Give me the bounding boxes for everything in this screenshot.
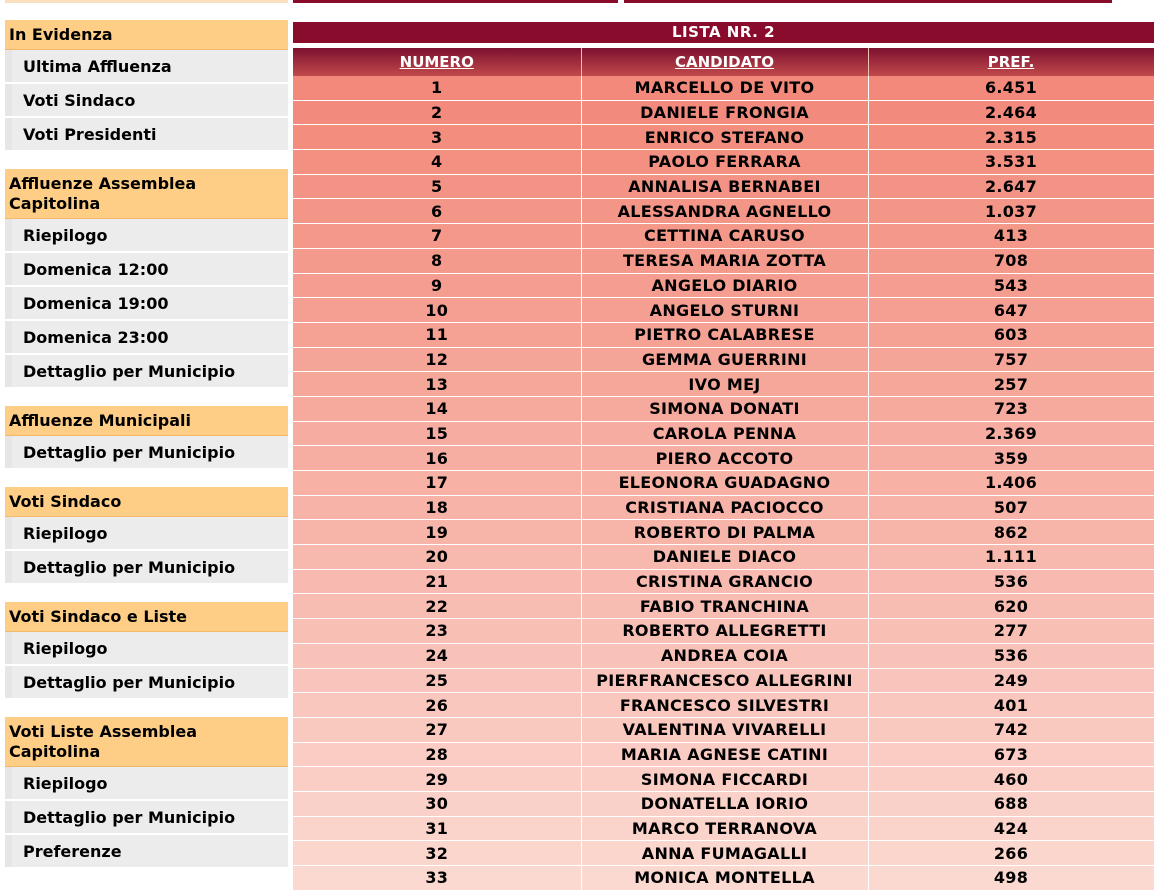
cell-candidato: ANGELO DIARIO — [581, 273, 868, 298]
table-row — [293, 816, 1154, 841]
cell-numero: 6 — [293, 199, 581, 224]
sidebar-item-label: Voti Sindaco — [23, 91, 136, 110]
cell-candidato: DONATELLA IORIO — [581, 791, 868, 816]
cell-preferenze: 536 — [868, 569, 1154, 594]
sidebar-item[interactable] — [5, 253, 288, 287]
cell-preferenze: 688 — [868, 791, 1154, 816]
cell-candidato: MARCELLO DE VITO — [581, 76, 868, 100]
sidebar-section-title: In Evidenza — [9, 24, 113, 44]
table-row — [293, 224, 1154, 249]
cell-preferenze: 620 — [868, 594, 1154, 619]
list-title-text: LISTA NR. 2 — [671, 23, 776, 41]
cell-candidato: VALENTINA VIVARELLI — [581, 717, 868, 742]
cell-candidato: DANIELE DIACO — [581, 545, 868, 570]
cell-preferenze: 413 — [868, 224, 1154, 249]
sidebar-section-header — [5, 487, 288, 517]
sidebar-section-header — [5, 602, 288, 632]
cell-numero: 13 — [293, 372, 581, 397]
sidebar-section-title: Voti Sindaco — [9, 491, 122, 511]
cell-candidato: MARIA AGNESE CATINI — [581, 742, 868, 767]
sidebar-item-label: Domenica 12:00 — [23, 260, 169, 279]
cell-numero: 31 — [293, 816, 581, 841]
cell-candidato: IVO MEJ — [581, 372, 868, 397]
sidebar-section-header — [5, 169, 288, 219]
top-divider-1 — [293, 0, 618, 3]
sidebar-item-label: Dettaglio per Municipio — [23, 443, 236, 462]
table-row — [293, 298, 1154, 323]
table-row — [293, 643, 1154, 668]
cell-candidato: CETTINA CARUSO — [581, 224, 868, 249]
cell-numero: 15 — [293, 421, 581, 446]
cell-preferenze: 1.111 — [868, 545, 1154, 570]
table-row — [293, 471, 1154, 496]
sidebar-section-spacer — [5, 585, 288, 602]
table-row — [293, 76, 1154, 100]
table-row — [293, 421, 1154, 446]
cell-numero: 27 — [293, 717, 581, 742]
sidebar-item[interactable] — [5, 436, 288, 470]
cell-candidato: CRISTINA GRANCIO — [581, 569, 868, 594]
sidebar-item-label: Riepilogo — [23, 524, 108, 543]
sidebar-item[interactable] — [5, 551, 288, 585]
cell-numero: 17 — [293, 471, 581, 496]
table-row — [293, 594, 1154, 619]
sidebar-item-label: Riepilogo — [23, 774, 108, 793]
cell-preferenze: 647 — [868, 298, 1154, 323]
cell-numero: 22 — [293, 594, 581, 619]
cell-candidato: MARCO TERRANOVA — [581, 816, 868, 841]
cell-candidato: ALESSANDRA AGNELLO — [581, 199, 868, 224]
cell-numero: 12 — [293, 347, 581, 372]
cell-preferenze: 424 — [868, 816, 1154, 841]
sidebar-item[interactable] — [5, 50, 288, 84]
cell-candidato: DANIELE FRONGIA — [581, 100, 868, 125]
cell-preferenze: 1.037 — [868, 199, 1154, 224]
cell-numero: 29 — [293, 767, 581, 792]
sidebar-item[interactable] — [5, 84, 288, 118]
sidebar-section-spacer — [5, 389, 288, 406]
cell-preferenze: 2.464 — [868, 100, 1154, 125]
cell-preferenze: 543 — [868, 273, 1154, 298]
cell-numero: 14 — [293, 396, 581, 421]
cell-numero: 25 — [293, 668, 581, 693]
cell-preferenze: 757 — [868, 347, 1154, 372]
cell-numero: 16 — [293, 446, 581, 471]
cell-preferenze: 2.315 — [868, 125, 1154, 150]
cell-numero: 26 — [293, 693, 581, 718]
cell-numero: 19 — [293, 520, 581, 545]
cell-numero: 30 — [293, 791, 581, 816]
cell-numero: 20 — [293, 545, 581, 570]
cell-numero: 33 — [293, 866, 581, 891]
sidebar-item-label: Dettaglio per Municipio — [23, 362, 236, 381]
sidebar-section-spacer — [5, 470, 288, 487]
cell-candidato: ROBERTO DI PALMA — [581, 520, 868, 545]
cell-candidato: PIETRO CALABRESE — [581, 322, 868, 347]
cell-numero: 3 — [293, 125, 581, 150]
sidebar-item-label: Voti Presidenti — [23, 125, 157, 144]
sidebar-item[interactable] — [5, 835, 288, 869]
table-row — [293, 100, 1154, 125]
cell-candidato: ANNA FUMAGALLI — [581, 841, 868, 866]
cell-candidato: FRANCESCO SILVESTRI — [581, 693, 868, 718]
cell-candidato: TERESA MARIA ZOTTA — [581, 248, 868, 273]
cell-numero: 7 — [293, 224, 581, 249]
sidebar-section-title: Affluenze Municipali — [9, 410, 191, 430]
sidebar-section-header — [5, 717, 288, 767]
cell-preferenze: 6.451 — [868, 76, 1154, 100]
table-row — [293, 150, 1154, 175]
cell-candidato: ANGELO STURNI — [581, 298, 868, 323]
cell-preferenze: 257 — [868, 372, 1154, 397]
cell-preferenze: 498 — [868, 866, 1154, 891]
sidebar-item[interactable] — [5, 517, 288, 551]
sidebar-item[interactable] — [5, 321, 288, 355]
column-header-pref[interactable]: PREF. — [868, 48, 1154, 76]
cell-preferenze: 673 — [868, 742, 1154, 767]
cell-numero: 9 — [293, 273, 581, 298]
candidates-table — [293, 48, 1154, 891]
cell-numero: 4 — [293, 150, 581, 175]
cell-numero: 32 — [293, 841, 581, 866]
candidate-list-panel — [293, 22, 1154, 891]
sidebar-section-spacer — [5, 700, 288, 717]
cell-preferenze: 249 — [868, 668, 1154, 693]
cell-numero: 28 — [293, 742, 581, 767]
sidebar-item[interactable] — [5, 767, 288, 801]
table-row — [293, 841, 1154, 866]
sidebar-item-label: Preferenze — [23, 842, 122, 861]
table-row — [293, 520, 1154, 545]
top-divider-2 — [624, 0, 1112, 3]
cell-numero: 23 — [293, 619, 581, 644]
sidebar-item[interactable] — [5, 118, 288, 152]
sidebar-item[interactable] — [5, 801, 288, 835]
cell-preferenze: 460 — [868, 767, 1154, 792]
table-row — [293, 248, 1154, 273]
top-divider-left — [5, 0, 288, 3]
sidebar-item-label: Riepilogo — [23, 639, 108, 658]
sidebar-nav — [5, 20, 288, 869]
sidebar-item-label: Dettaglio per Municipio — [23, 673, 236, 692]
sidebar-item[interactable] — [5, 287, 288, 321]
table-row — [293, 322, 1154, 347]
table-row — [293, 569, 1154, 594]
cell-numero: 2 — [293, 100, 581, 125]
sidebar-item[interactable] — [5, 355, 288, 389]
sidebar-section-header — [5, 20, 288, 50]
cell-preferenze: 862 — [868, 520, 1154, 545]
cell-candidato: PIERO ACCOTO — [581, 446, 868, 471]
cell-candidato: ENRICO STEFANO — [581, 125, 868, 150]
table-row — [293, 199, 1154, 224]
table-header-row — [293, 48, 1154, 76]
table-row — [293, 619, 1154, 644]
table-row — [293, 273, 1154, 298]
cell-preferenze: 2.647 — [868, 174, 1154, 199]
cell-candidato: CAROLA PENNA — [581, 421, 868, 446]
cell-numero: 10 — [293, 298, 581, 323]
table-row — [293, 693, 1154, 718]
cell-candidato: ROBERTO ALLEGRETTI — [581, 619, 868, 644]
table-row — [293, 446, 1154, 471]
cell-preferenze: 277 — [868, 619, 1154, 644]
cell-preferenze: 1.406 — [868, 471, 1154, 496]
table-row — [293, 791, 1154, 816]
cell-candidato: SIMONA FICCARDI — [581, 767, 868, 792]
cell-preferenze: 507 — [868, 495, 1154, 520]
sidebar-item[interactable] — [5, 632, 288, 666]
table-row — [293, 347, 1154, 372]
table-row — [293, 742, 1154, 767]
cell-candidato: ELEONORA GUADAGNO — [581, 471, 868, 496]
table-row — [293, 396, 1154, 421]
sidebar-section-title: Voti Liste Assemblea Capitolina — [9, 721, 198, 761]
cell-preferenze: 536 — [868, 643, 1154, 668]
cell-numero: 11 — [293, 322, 581, 347]
cell-candidato: ANDREA COIA — [581, 643, 868, 668]
table-row — [293, 125, 1154, 150]
list-title — [293, 22, 1154, 43]
cell-candidato: FABIO TRANCHINA — [581, 594, 868, 619]
cell-numero: 21 — [293, 569, 581, 594]
table-row — [293, 717, 1154, 742]
sidebar-section-spacer — [5, 152, 288, 169]
cell-candidato: SIMONA DONATI — [581, 396, 868, 421]
sidebar-item-label: Riepilogo — [23, 226, 108, 245]
sidebar-section-title: Voti Sindaco e Liste — [9, 606, 188, 626]
cell-candidato: MONICA MONTELLA — [581, 866, 868, 891]
column-header-numero[interactable]: NUMERO — [293, 48, 581, 76]
sidebar-item-label: Domenica 19:00 — [23, 294, 169, 313]
cell-preferenze: 266 — [868, 841, 1154, 866]
cell-preferenze: 708 — [868, 248, 1154, 273]
sidebar-item[interactable] — [5, 219, 288, 253]
cell-preferenze: 359 — [868, 446, 1154, 471]
column-header-candidato[interactable]: CANDIDATO — [581, 48, 868, 76]
cell-numero: 18 — [293, 495, 581, 520]
cell-preferenze: 603 — [868, 322, 1154, 347]
cell-preferenze: 3.531 — [868, 150, 1154, 175]
cell-preferenze: 742 — [868, 717, 1154, 742]
cell-numero: 5 — [293, 174, 581, 199]
sidebar-section-title: Affluenze Assemblea Capitolina — [9, 173, 197, 213]
table-row — [293, 174, 1154, 199]
table-row — [293, 545, 1154, 570]
table-row — [293, 767, 1154, 792]
cell-candidato: CRISTIANA PACIOCCO — [581, 495, 868, 520]
cell-candidato: ANNALISA BERNABEI — [581, 174, 868, 199]
cell-numero: 8 — [293, 248, 581, 273]
cell-preferenze: 2.369 — [868, 421, 1154, 446]
table-row — [293, 495, 1154, 520]
sidebar-item-label: Dettaglio per Municipio — [23, 808, 236, 827]
cell-candidato: PIERFRANCESCO ALLEGRINI — [581, 668, 868, 693]
sidebar-item[interactable] — [5, 666, 288, 700]
sidebar-item-label: Ultima Affluenza — [23, 57, 172, 76]
sidebar-item-label: Dettaglio per Municipio — [23, 558, 236, 577]
cell-candidato: GEMMA GUERRINI — [581, 347, 868, 372]
cell-numero: 24 — [293, 643, 581, 668]
table-row — [293, 866, 1154, 891]
sidebar-section-header — [5, 406, 288, 436]
cell-preferenze: 723 — [868, 396, 1154, 421]
cell-numero: 1 — [293, 76, 581, 100]
sidebar-item-label: Domenica 23:00 — [23, 328, 169, 347]
cell-candidato: PAOLO FERRARA — [581, 150, 868, 175]
table-row — [293, 668, 1154, 693]
table-row — [293, 372, 1154, 397]
cell-preferenze: 401 — [868, 693, 1154, 718]
